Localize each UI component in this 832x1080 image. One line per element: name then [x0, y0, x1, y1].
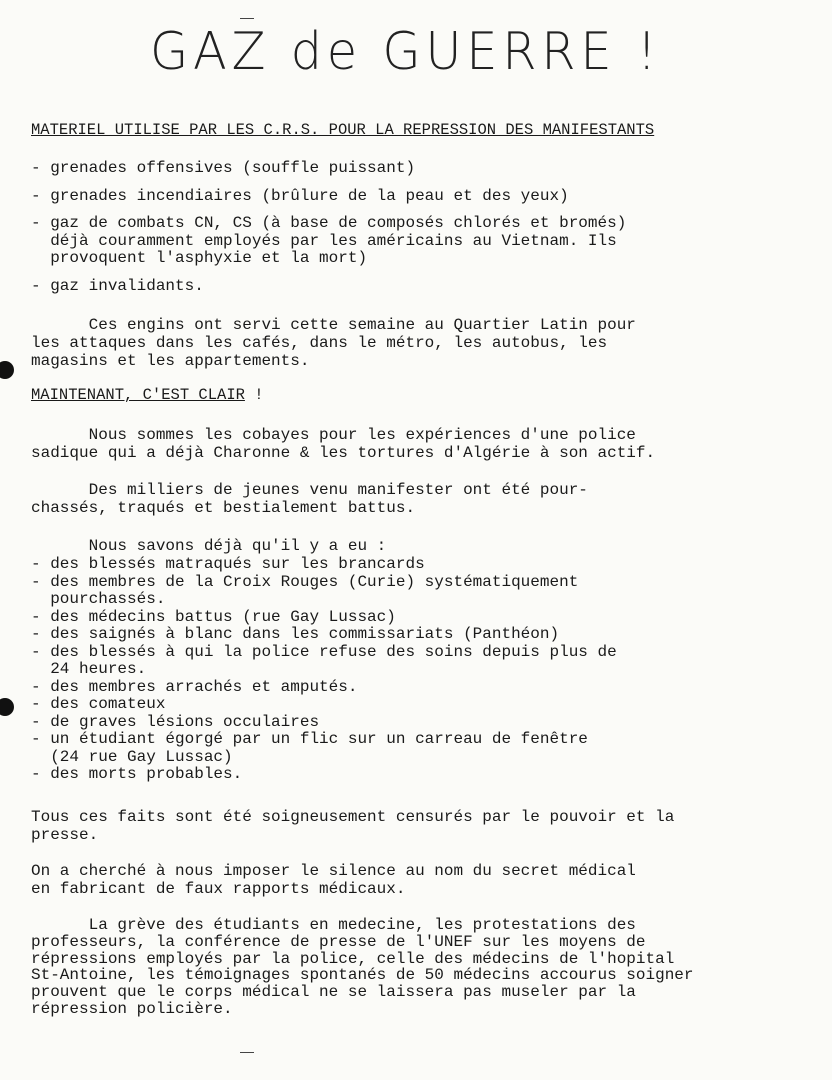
list-item: - grenades offensives (souffle puissant)	[31, 159, 416, 177]
list-item: - des blessés matraqués sur les brancards	[31, 555, 425, 573]
list-item: - un étudiant égorgé par un flic sur un carreau de fenêtre (24 rue Gay Lussac)	[31, 730, 588, 766]
punch-hole-bottom	[0, 698, 14, 716]
list-item: - des saignés à blanc dans les commissariats (Panthéon)	[31, 625, 560, 643]
paragraph-silence: On a cherché à nous imposer le silence au nom du secret médical en fabricant de faux rapports médicaux.	[31, 862, 636, 898]
section-heading-maintenant	[31, 386, 264, 404]
paragraph-engins: Ces engins ont servi cette semaine au Quartier Latin pour les attaques dans les cafés, dans le métro, les autobus, les magasins et les appartements.	[31, 316, 636, 370]
paragraph-greve: La grève des étudiants en medecine, les protestations des professeurs, la conférence de presse de l'UNEF sur les moyens de répressions employés par la police, celle des médecins de l'hopital St-Antoine, les témoignages spontanés de 50 médecins accourus soigner prouvent que le corps médical ne se laissera pas museler par la répression policière.	[31, 916, 694, 1018]
list-item: - des blessés à qui la police refuse des soins depuis plus de 24 heures.	[31, 642, 617, 678]
list-item: - des membres de la Croix Rouges (Curie) systématiquement pourchassés.	[31, 572, 579, 608]
top-mark	[240, 18, 254, 19]
paragraph-cobayes: Nous sommes les cobayes pour les expériences d'une police sadique qui a déjà Charonne & les tortures d'Algérie à son actif.	[31, 426, 656, 462]
bottom-mark	[240, 1052, 254, 1053]
list-item: - des morts probables.	[31, 765, 243, 783]
list-item: - gaz invalidants.	[31, 276, 204, 295]
equipment-list	[31, 160, 791, 295]
abuses-list	[31, 556, 791, 784]
list-item: - des médecins battus (rue Gay Lussac)	[31, 607, 396, 626]
paragraph-censures: Tous ces faits sont été soigneusement censurés par le pouvoir et la presse.	[31, 808, 675, 844]
list-item: - gaz de combats CN, CS (à base de composés chlorés et bromés) déjà couramment employés par les américains au Vietnam. Ils provoquent l'asphyxie et la mort)	[31, 214, 627, 267]
heading-text: MAINTENANT, C'EST CLAIR	[31, 386, 245, 404]
paragraph-savons: Nous savons déjà qu'il y a eu :	[31, 537, 387, 555]
page-title: GAZ de GUERRE !	[150, 22, 662, 82]
list-item: - de graves lésions occulaires	[31, 712, 320, 731]
list-item: - des comateux	[31, 695, 166, 713]
punch-hole-top	[0, 361, 14, 379]
paragraph-milliers: Des milliers de jeunes venu manifester ont été pour- chassés, traqués et bestialement battus.	[31, 481, 588, 517]
list-item: - des membres arrachés et amputés.	[31, 677, 358, 696]
section-heading-materiel: MATERIEL UTILISE PAR LES C.R.S. POUR LA REPRESSION DES MANIFESTANTS	[31, 121, 655, 139]
heading-exclamation: !	[244, 386, 264, 404]
list-item: - grenades incendiaires (brûlure de la peau et des yeux)	[31, 186, 569, 205]
